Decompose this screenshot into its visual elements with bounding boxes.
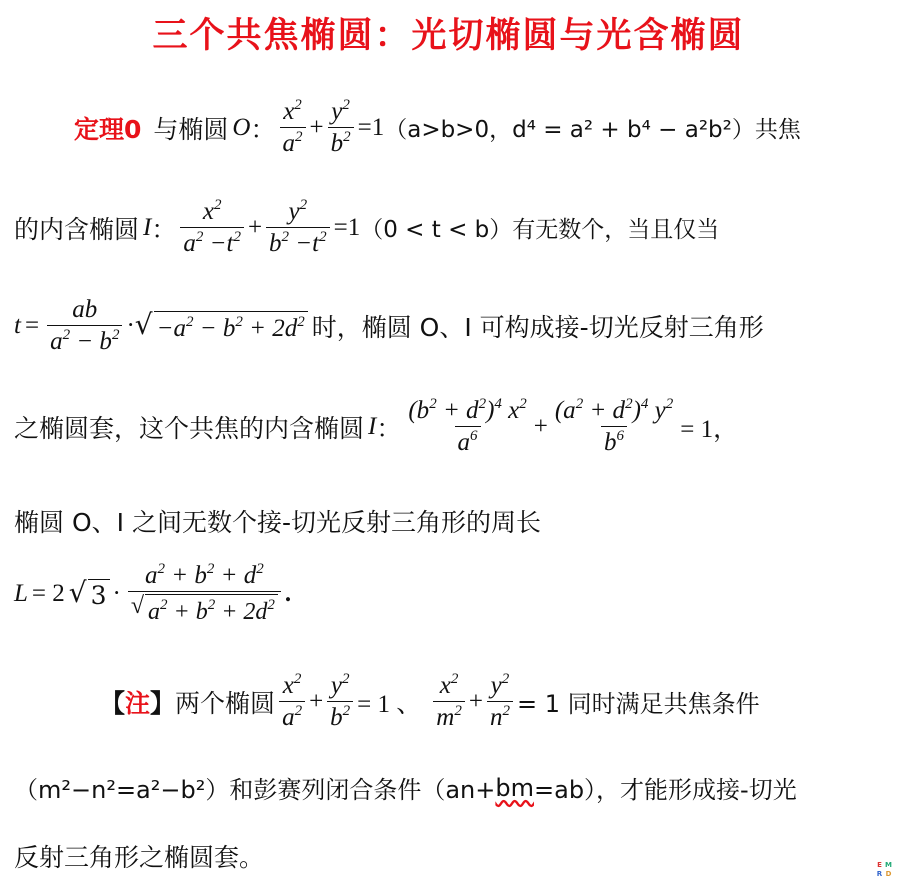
fraction-y2-b2-t2: $\frac{y^2}{b^2 -t^2}$	[266, 198, 330, 258]
colon: ：	[151, 214, 177, 244]
note-line-2	[14, 770, 879, 805]
page-title: 三个共焦椭圆：光切椭圆与光含椭圆	[152, 16, 745, 56]
theorem-line-1: 定理0 与椭圆 O ： $\frac{x^2}{a^2}$ + $\frac{y^2}{b^2}$ =1 （a>b>0，d⁴ = a² + b⁴ − a²b²）共焦	[74, 97, 801, 158]
bracket-close: 】	[150, 688, 176, 718]
note-line-3	[14, 838, 879, 874]
fraction-inner-y: $\frac{(a^2 + d^2)^4 y^2}{b^6}$	[554, 396, 674, 457]
note-label: 注	[125, 688, 151, 718]
theorem-label: 定理0	[74, 114, 142, 144]
watermark-logo: E M R D	[876, 861, 892, 878]
theorem-text: 与椭圆	[153, 114, 229, 144]
theorem-text: 的内含椭圆	[14, 214, 140, 244]
theorem-text: 之椭圆套，这个共焦的内含椭圆	[14, 413, 365, 443]
equals-one: = 1，	[680, 415, 739, 443]
fraction-perimeter: $a^2 + b^2 + d^2$ √ $a^2 + b^2 + 2d^2$	[128, 562, 281, 626]
theorem-line-4: 之椭圆套，这个共焦的内含椭圆 I ： $\frac{(b^2 + d^2)^4 x^2}{a^6}$ + $\frac{(a^2 + d^2)^4 y^2}{b^6}$ = 1，	[14, 396, 739, 457]
note-text: 两个椭圆	[175, 688, 276, 718]
colon: ：	[376, 413, 402, 443]
theorem-line-5	[14, 503, 879, 539]
sqrt-3: √ 3	[69, 579, 110, 610]
theorem-line-3: t = $\frac{ab}{a^2 - b^2}$ · √ $-a^2 - b^2 + 2d^2$ 时，椭圆 O、I 可构成接-切光反射三角形	[14, 296, 764, 356]
condition-text: （0 < t < b）有无数个，当且仅当	[360, 217, 720, 244]
fraction-x2-m2: $\frac{x^2}{m^2}$	[433, 672, 465, 732]
fraction-x2-a2: $\frac{x^2}{a^2}$	[279, 672, 305, 732]
fraction-x2-a2-t2: $\frac{x^2}{a^2 -t^2}$	[180, 198, 244, 258]
sqrt-expression: √ $-a^2 - b^2 + 2d^2$	[135, 311, 308, 343]
period: .	[284, 579, 292, 607]
fraction-inner-x: $\frac{(b^2 + d^2)^4 x^2}{a^6}$	[408, 396, 527, 457]
theorem-line-2: 的内含椭圆 I ： $\frac{x^2}{a^2 -t^2}$ + $\frac{y^2}{b^2 -t^2}$ =1 （0 < t < b）有无数个，当且仅当	[14, 197, 720, 258]
note-text: （m²−n²=a²−b²）和彭赛列闭合条件（an+	[14, 776, 496, 804]
fraction-ab: $\frac{ab}{a^2 - b^2}$	[47, 297, 122, 356]
bracket-open: 【	[100, 688, 126, 718]
ellipse-I-symbol: I	[368, 412, 377, 440]
theorem-text: 椭圆 O、I 之间无数个接-切光反射三角形的周长	[14, 508, 541, 537]
colon: ：	[250, 114, 276, 144]
note-text: =ab），才能形成接-切光	[534, 776, 797, 804]
condition-text: （a>b>0，d⁴ = a² + b⁴ − a²b²）共焦	[384, 117, 801, 144]
ellipse-I-symbol: I	[143, 213, 152, 241]
fraction-y2-b2: $\frac{y^2}{b^2}$	[328, 98, 354, 158]
note-line-1: 【 注 】 两个椭圆 $\frac{x^2}{a^2}$ + $\frac{y^2}{b^2}$ = 1 、 $\frac{x^2}{m^2}$ + $\frac{y^2}{n^2}$ = 1 同时满足共焦条件	[100, 671, 760, 732]
equals-sep: = 1 、	[357, 690, 422, 718]
theorem-text: 时，椭圆 O、I 可构成接-切光反射三角形	[311, 313, 764, 343]
fraction-x2-a2: $\frac{x^2}{a^2}$	[280, 98, 306, 158]
note-bm-underlined: bm	[495, 773, 534, 802]
fraction-y2-b2: $\frac{y^2}{b^2}$	[327, 672, 353, 732]
ellipse-O-symbol: O	[232, 113, 251, 141]
perimeter-formula: L = 2 √ 3 · $a^2 + b^2 + d^2$ √ $a^2 + b^2 + 2d^2$ .	[14, 561, 292, 626]
note-text: = 1 同时满足共焦条件	[516, 690, 760, 719]
note-text: 反射三角形之椭圆套。	[14, 843, 265, 872]
fraction-y2-n2: $\frac{y^2}{n^2}$	[487, 672, 513, 732]
